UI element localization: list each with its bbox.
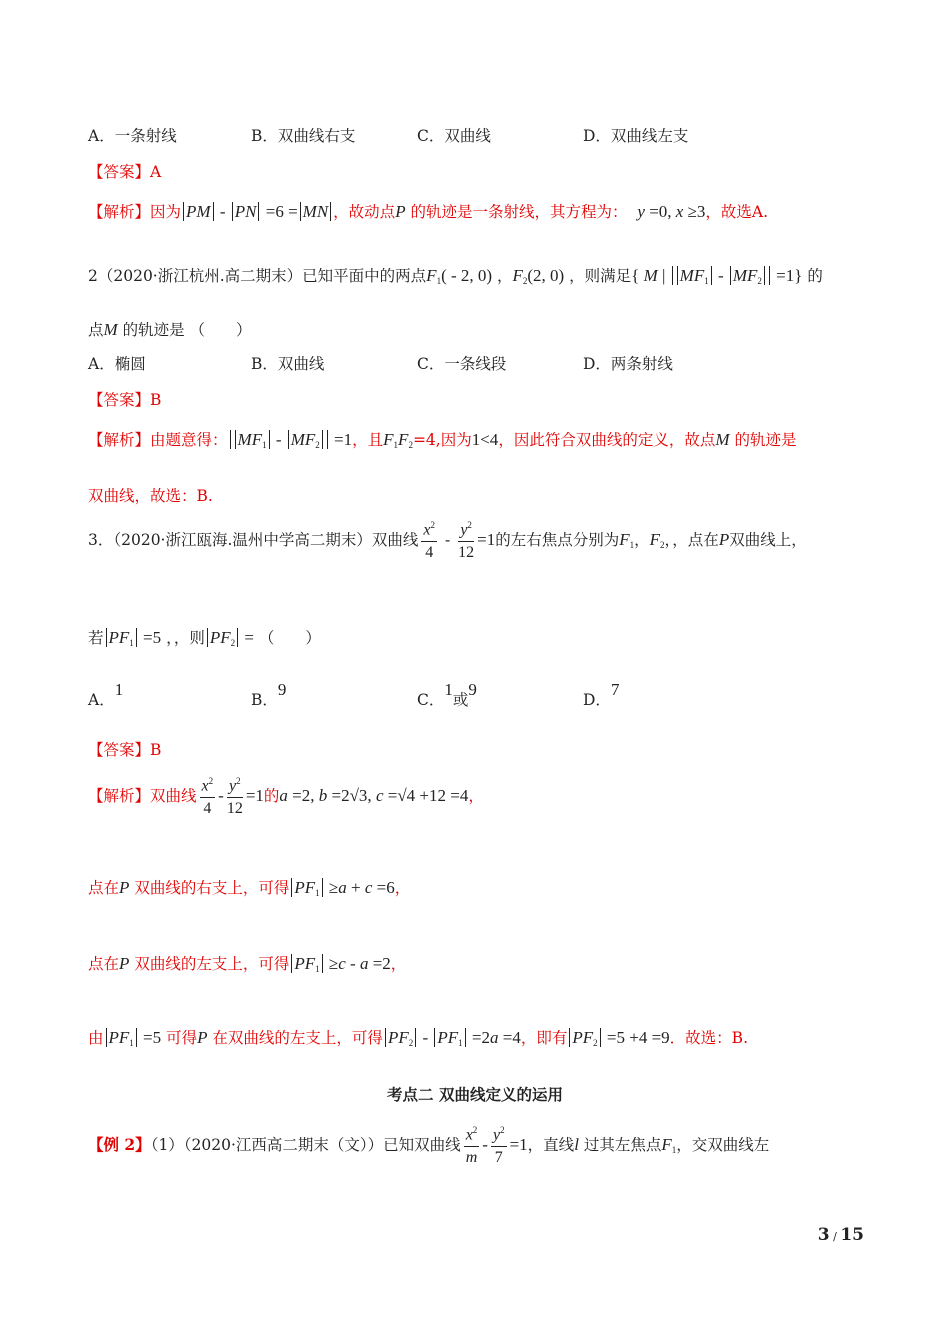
q1-analysis: 【解析】因为 PM - PN =6 = MN ，故动点P 的轨迹是一条射线，其方程为： y =0, x ≥3，故选A. <box>88 202 769 221</box>
option-a: A．1 <box>88 680 124 709</box>
fraction: $\frac{y^2}{12}$ <box>458 520 475 562</box>
q1-answer: 【答案】A <box>88 163 162 181</box>
formula: $F_2(2$, 0) <box>512 266 565 286</box>
option-d: D．两条射线 <box>583 355 673 373</box>
option-b: B．双曲线 <box>251 355 325 373</box>
option-a: A．椭圆 <box>88 355 146 373</box>
option-c: C．1或9 <box>417 680 477 709</box>
formula: y =0, x ≥3 <box>637 202 706 221</box>
analysis-label: 【解析】 <box>88 787 151 806</box>
formula: $PF_1 =5$ <box>104 628 162 647</box>
q3-analysis-line3: 点在P 双曲线的左支上，可得 $PF_1 \ge c - a =2$， <box>88 954 407 974</box>
formula: { M | $MF_1 - MF_2 =1$} <box>631 266 803 286</box>
option-c: C．一条线段 <box>417 355 507 373</box>
q3-analysis-line4: 由 $PF_1 =5$ 可得P 在双曲线的左支上，可得 $PF_2 - PF_1 =2a =4$，即有 $PF_2 =5 +4 =9$．故选：B. <box>88 1028 748 1048</box>
analysis-label: 【解析】 <box>88 203 151 221</box>
q2-options <box>88 352 848 374</box>
analysis-label: 【解析】 <box>88 431 151 449</box>
formula: a =2, b =2√3, c =√4 +12 =4 <box>279 786 469 806</box>
q3-stem: 3．（2020·浙江瓯海.温州中学高二期末）双曲线 $\frac{x^2}{4}$ - $\frac{y^2}{12}$ =1的左右焦点分别为$F_1$，$F_2$，，点在P双曲线上， <box>88 520 807 562</box>
option-d: D．7 <box>583 680 620 709</box>
example-label: 【例 2】 <box>88 1135 151 1155</box>
formula: $MF_1 - MF_2 =1$ <box>228 430 353 449</box>
option-a: A．一条射线 <box>88 127 177 145</box>
q3-answer: 【答案】B <box>88 741 162 759</box>
q2-stem-cont: 点M 的轨迹是 （ ） <box>88 320 252 339</box>
option-d: D．双曲线左支 <box>583 127 689 145</box>
section-title: 考点二 双曲线定义的运用 <box>387 1085 563 1104</box>
formula: $F_1F_2$ <box>383 430 413 450</box>
page-number: 3 / 15 <box>817 1225 864 1245</box>
formula: $PF_2$ = <box>205 628 254 647</box>
q3-stem-cont: 若 $PF_1 =5$ ，，则 $PF_2$ = （ ） <box>88 628 321 648</box>
q2-answer: 【答案】B <box>88 391 162 409</box>
formula: PM - PN =6 = MN <box>181 202 333 221</box>
q2-analysis-cont: 双曲线，故选：B. <box>88 487 213 505</box>
q2-stem: 2（2020·浙江杭州.高二期末）已知平面中的两点$F_1( - 2$, 0) ，$F_2(2$, 0) ，则满足{ M | $MF_1 - MF_2 =1$} 的 <box>88 266 823 286</box>
q3-options <box>88 680 848 710</box>
q3-analysis-line2: 点在P 双曲线的右支上，可得 $PF_1 \ge a + c =6$， <box>88 878 411 898</box>
example-2: 【例 2】（1）（2020·江西高二期末（文））已知双曲线 $\frac{x^2}{m}$ - $\frac{y^2}{7}$ =1，直线l 过其左焦点$F_1$，交双曲线左 <box>88 1125 770 1167</box>
q1-options <box>88 124 848 146</box>
option-b: B．9 <box>251 680 287 709</box>
option-c: C．双曲线 <box>417 127 491 145</box>
option-b: B．双曲线右支 <box>251 127 356 145</box>
formula: $F_1( - 2$, 0) <box>426 266 493 286</box>
q3-analysis: 【解析】双曲线 $\frac{x^2}{4}$ - $\frac{y^2}{12}$ =1的a =2, b =2√3, c =√4 +12 =4， <box>88 776 484 818</box>
fraction: $\frac{x^2}{4}$ <box>423 520 436 562</box>
q2-analysis: 【解析】由题意得： $MF_1 - MF_2 =1$，且$F_1F_2=4$,因为1<4，因此符合双曲线的定义，故点M 的轨迹是 <box>88 430 797 450</box>
